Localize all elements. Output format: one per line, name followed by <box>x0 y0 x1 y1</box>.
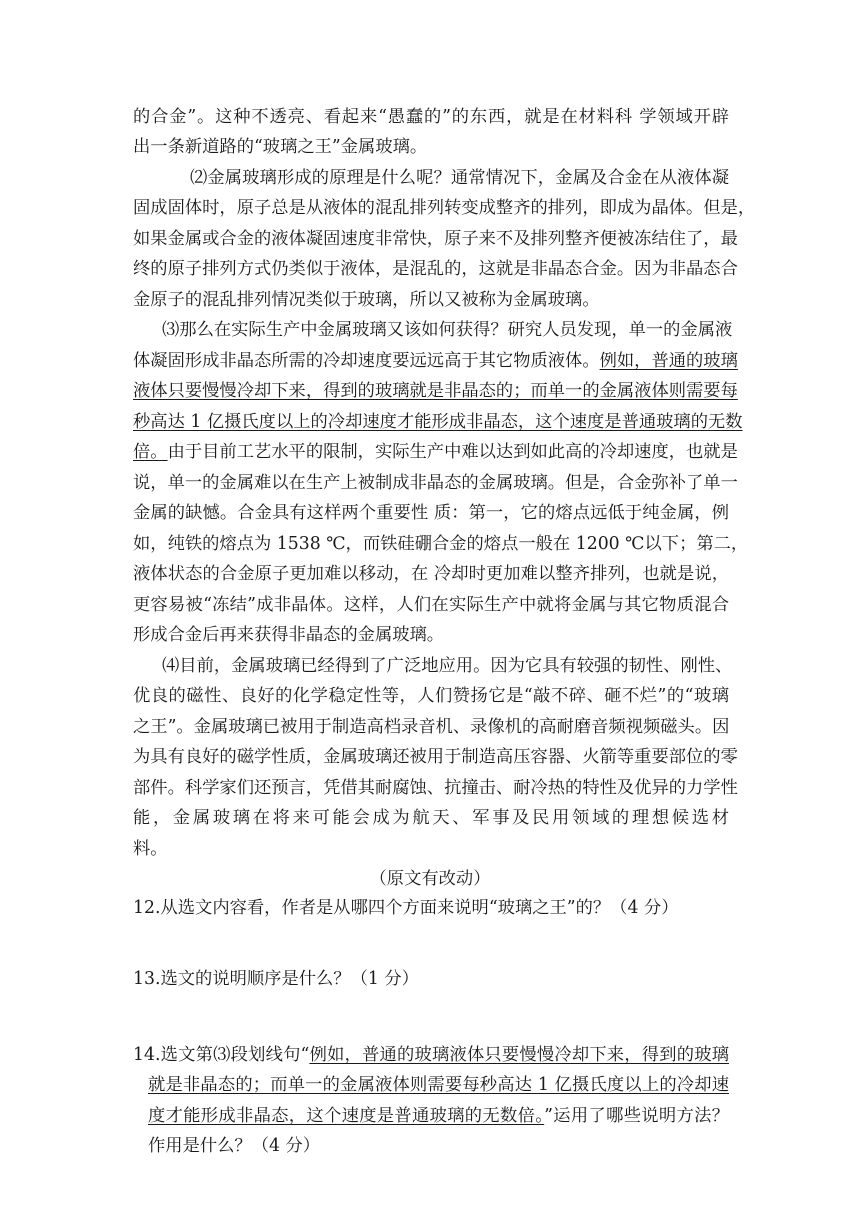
underlined-sentence: 液体只要慢慢冷却下来，得到的玻璃就是非晶态的；而单一的金属液体则需要每 <box>133 381 738 401</box>
passage-line: 出一条新道路的“玻璃之王”金属玻璃。 <box>133 137 428 157</box>
underlined-quote: 度才能形成非晶态，这个速度是普通玻璃的无数倍。 <box>148 1106 545 1126</box>
paragraph-2-first-line: ⑵金属玻璃形成的原理是什么呢？通常情况下，金属及合金在从液体凝 <box>190 168 729 188</box>
passage-line: 为具有良好的磁学性质，金属玻璃还被用于制造高压容器、火箭等重要部位的零 <box>133 747 738 767</box>
passage-line <box>133 437 738 467</box>
question-13: 13.选文的说明顺序是什么？（1 分） <box>133 969 419 989</box>
passage-line: 的合金”。这种不透亮、看起来“愚蠢的”的东西，就是在材料科 学领域开辟 <box>133 107 729 127</box>
plain-text: 由于目前工艺水平的限制，实际生产中难以达到如此高的冷却速度，也就是 <box>167 442 738 462</box>
question-14-line: 作用是什么？（4 分） <box>148 1136 321 1156</box>
passage-line <box>133 346 738 376</box>
underlined-sentence: 倍。 <box>133 442 168 462</box>
source-note: （原文有改动） <box>369 869 491 889</box>
paragraph-4-first-line: ⑷目前，金属玻璃已经得到了广泛地应用。因为它具有较强的韧性、刚性、 <box>162 656 733 676</box>
passage-line: 金属的缺憾。合金具有这样两个重要性 质：第一，它的熔点远低于纯金属，例 <box>133 503 729 523</box>
question-14-line <box>148 1101 729 1131</box>
plain-text: 体凝固形成非晶态所需的冷却速度要远远高于其它物质液体。 <box>133 351 600 371</box>
underlined-sentence: 秒高达 1 亿摄氏度以上的冷却速度才能形成非晶态，这个速度是普通玻璃的无数 <box>133 412 743 432</box>
passage-line: 优良的磁性、良好的化学稳定性等，人们赞扬它是“敲不碎、砸不烂”的“玻璃 <box>133 686 729 706</box>
question-12: 12.从选文内容看，作者是从哪四个方面来说明“玻璃之王”的？（4 分） <box>133 898 679 918</box>
passage-line: 终的原子排列方式仍类似于液体，是混乱的，这就是非晶态合金。因为非晶态合 <box>133 259 738 279</box>
passage-line: 形成合金后再来获得非晶态的金属玻璃。 <box>133 625 445 645</box>
passage-line: 固成固体时，原子总是从液体的混乱排列转变成整齐的排列，即成为晶体。但是， <box>133 198 756 218</box>
passage-line: 更容易被“冻结”成非晶体。这样，人们在实际生产中就将金属与其它物质混合 <box>133 595 729 615</box>
paragraph-3-first-line: ⑶那么在实际生产中金属玻璃又该如何获得？研究人员发现，单一的金属液 <box>162 320 733 340</box>
passage-line: 如果金属或合金的液体凝固速度非常快，原子来不及排列整齐便被冻结住了，最 <box>133 229 738 249</box>
plain-text: 14.选文第⑶段划线句“ <box>133 1045 310 1065</box>
underlined-quote: 就是非晶态的；而单一的金属液体则需要每秒高达 1 亿摄氏度以上的冷却速 <box>148 1075 729 1095</box>
underlined-sentence: 例如，普通的玻璃 <box>599 351 738 371</box>
passage-line: 能，金属玻璃在将来可能会成为航天、军事及民用领域的理想候选材 <box>133 808 729 828</box>
passage-line: 说，单一的金属难以在生产上被制成非晶态的金属玻璃。但是，合金弥补了单一 <box>133 473 738 493</box>
passage-line: 部件。科学家们还预言，凭借其耐腐蚀、抗撞击、耐冷热的特性及优异的力学性 <box>133 778 738 798</box>
underlined-quote: 例如，普通的玻璃液体只要慢慢冷却下来，得到的玻璃 <box>309 1045 729 1065</box>
passage-line: 如，纯铁的熔点为 1538 ℃，而铁硅硼合金的熔点一般在 1200 ℃以下；第二， <box>133 534 749 554</box>
plain-text: ”运用了哪些说明方法？ <box>544 1106 729 1126</box>
question-14-line <box>133 1040 729 1070</box>
passage-line: 金原子的混乱排列情况类似于玻璃，所以又被称为金属玻璃。 <box>133 290 600 310</box>
passage-line: 料。 <box>133 839 168 859</box>
passage-line: 之王”。金属玻璃已被用于制造高档录音机、录像机的高耐磨音频视频磁头。因 <box>133 717 730 737</box>
passage-line: 液体状态的合金原子更加难以移动，在 冷却时更加难以整齐排列，也就是说， <box>133 564 729 584</box>
